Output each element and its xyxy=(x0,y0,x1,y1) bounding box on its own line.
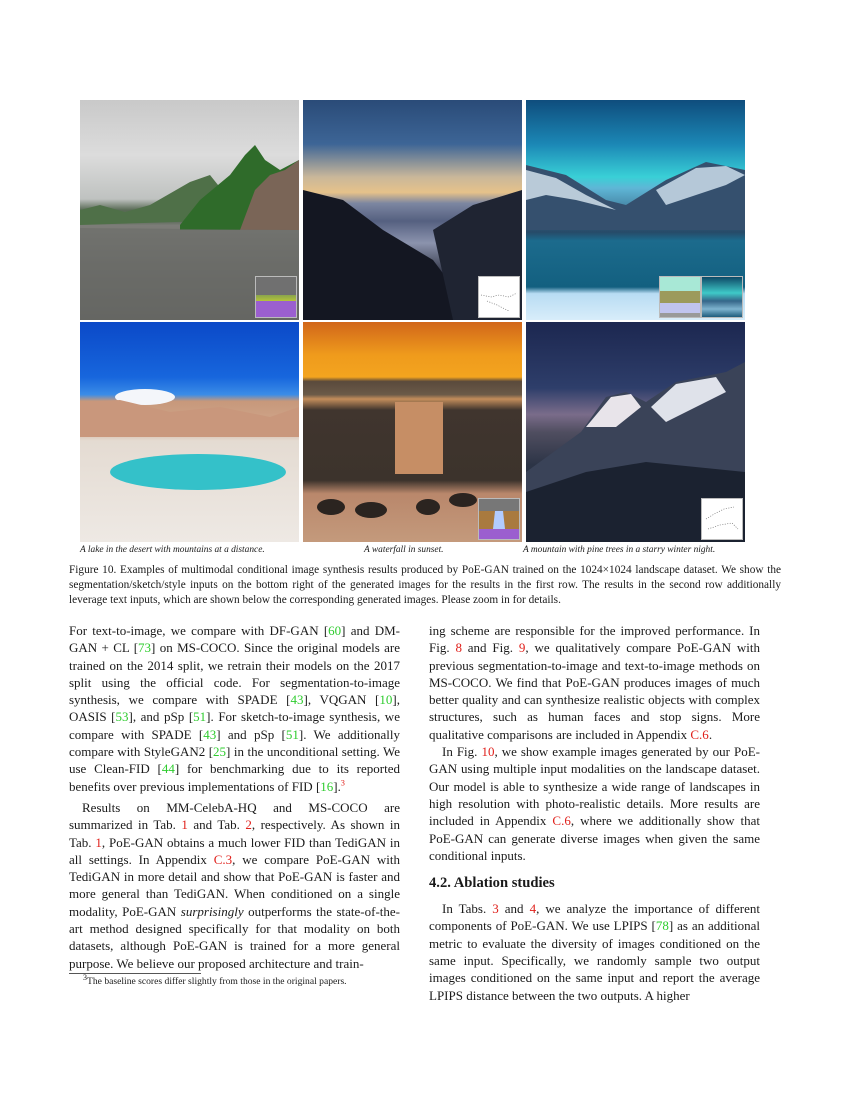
right-column xyxy=(429,622,760,1004)
table-ref-link[interactable]: 1 xyxy=(181,817,188,833)
paragraph-landscape: In Fig. 10, we show example images generated by our PoE-GAN using multiple input modalities on the landscape dataset. Our model is able to synthesize a wide range of landscapes in high resolution with photo-realistic details. More results are included in Appendix C.6, where we additionally show that PoE-GAN can generate diverse images when given the same conditional inputs. xyxy=(429,744,761,863)
sketch-input-thumbnail xyxy=(478,276,520,318)
generated-image-aurora-mountains xyxy=(526,100,745,320)
paragraph-qualitative: ing scheme are responsible for the improved performance. In Fig. 8 and Fig. 9, we qualitatively compare PoE-GAN with previous segmentation-to-image and text-to-image methods on MS-COCO. We find that PoE-GAN produces images of much better quality and can synthesize realistic objects with complex structures, such as human faces and stop signs. More qualitative comparisons are included in Appendix C.6. xyxy=(429,623,760,742)
table-ref-link[interactable]: 2 xyxy=(245,817,252,833)
segmentation-input-thumbnail xyxy=(659,276,701,318)
generated-image-waterfall-sunset xyxy=(303,322,522,542)
segmentation-input-thumbnail xyxy=(478,498,520,540)
section-heading-ablation: 4.2. Ablation studies xyxy=(429,875,555,892)
text-prompt-1: A lake in the desert with mountains at a distance. xyxy=(80,545,265,555)
citation-link[interactable]: 10 xyxy=(379,692,393,708)
paragraph-results: Results on MM-CelebA-HQ and MS-COCO are summarized in Tab. 1 and Tab. 2, respectively. As shown in Tab. 1, PoE-GAN obtains a much lower FID than TediGAN in all settings. In Appendix C.3, we compare PoE-GAN with TediGAN in more detail and show that PoE-GAN is faster and more general than TediGAN. When conditioned on a single modality, PoE-GAN surprisingly outperforms the state-of-the-art method designed specifically for that modality on both datasets, although PoE-GAN is trained for a more general purpose. We believe our proposed architecture and train- xyxy=(69,799,400,971)
footnote-number: 3 xyxy=(83,972,87,982)
text-prompt-3: A mountain with pine trees in a starry winter night. xyxy=(523,545,716,555)
appendix-ref-link[interactable]: C.6 xyxy=(690,726,709,742)
generated-image-lake-cloudy xyxy=(80,100,299,320)
citation-link[interactable]: 44 xyxy=(161,761,175,777)
figure-caption-text: Examples of multimodal conditional image synthesis results produced by PoE-GAN trained on the 1024×1024 landscape dataset. We show the segmentation/sketch/style inputs on the bottom right of the generated images for the results in the first row. The results in the second row additionally leverage text inputs, which are shown below the corresponding generated images. Please zoom in for details. xyxy=(69,564,781,606)
text-prompts xyxy=(80,545,755,559)
figure-ref-link[interactable]: 10 xyxy=(481,744,495,760)
citation-link[interactable]: 43 xyxy=(290,692,304,708)
citation-link[interactable]: 51 xyxy=(285,726,299,742)
generated-image-starry-mountain xyxy=(526,322,745,542)
appendix-ref-link[interactable]: C.3 xyxy=(213,851,233,867)
citation-link[interactable]: 51 xyxy=(193,709,207,725)
citation-link[interactable]: 16 xyxy=(320,778,334,794)
generated-image-misty-valley xyxy=(303,100,522,320)
appendix-ref-link[interactable]: C.6 xyxy=(552,813,571,829)
paragraph-baselines: For text-to-image, we compare with DF-GAN [60] and DM-GAN + CL [73] on MS-COCO. Since the original models are trained on the 2014 split, we retrain their models on the 2017 split using the official code. For segmentation-to-image synthesis, we compare with SPADE [43], VQGAN [10], OASIS [53], and pSp [51]. For sketch-to-image synthesis, we compare with SPADE [43] and pSp [51]. We additionally compare with StyleGAN2 [25] in the unconditional setting. We use Clean-FID [44] for benchmarking due to its reported benefits over previous implementations of FID [16].$^3$ xyxy=(69,623,400,794)
text-prompt-2: A waterfall in sunset. xyxy=(364,545,444,555)
figure-ref-link[interactable]: 8 xyxy=(455,640,462,656)
generated-image-desert-lake xyxy=(80,322,299,542)
figure-10 xyxy=(80,100,748,542)
citation-link[interactable]: 43 xyxy=(203,726,217,742)
footnote-divider xyxy=(69,973,201,974)
table-ref-link[interactable]: 1 xyxy=(95,834,102,850)
segmentation-input-thumbnail xyxy=(255,276,297,318)
figure-ref-link[interactable]: 9 xyxy=(518,640,526,656)
emphasis: surprisingly xyxy=(180,903,244,919)
figure-caption xyxy=(69,563,781,608)
scene-graphic xyxy=(80,322,299,542)
left-column xyxy=(69,622,400,972)
image-grid xyxy=(80,100,748,542)
sketch-input-thumbnail xyxy=(701,498,743,540)
citation-link[interactable]: 60 xyxy=(328,623,342,638)
table-ref-link[interactable]: 3 xyxy=(492,901,499,917)
footnote-text: The baseline scores differ slightly from those in the original papers. xyxy=(87,976,347,987)
citation-link[interactable]: 73 xyxy=(138,640,152,656)
footnote-marker[interactable]: 3 xyxy=(340,778,345,788)
style-input-thumbnail xyxy=(701,276,743,318)
citation-link[interactable]: 25 xyxy=(213,744,227,760)
paragraph-ablation: In Tabs. 3 and 4, we analyze the importance of different components of PoE-GAN. We use LPIPS [78] as an additional metric to evaluate the diversity of images conditioned on the same input. Specifically, we randomly sample two output images conditioned on the same input and report the average LPIPS distance between the two outputs. A higher xyxy=(429,901,760,1003)
table-ref-link[interactable]: 4 xyxy=(529,901,537,917)
footnote xyxy=(69,972,409,988)
citation-link[interactable]: 53 xyxy=(115,709,129,725)
figure-label: Figure 10. xyxy=(69,564,117,576)
citation-link[interactable]: 78 xyxy=(655,918,669,934)
